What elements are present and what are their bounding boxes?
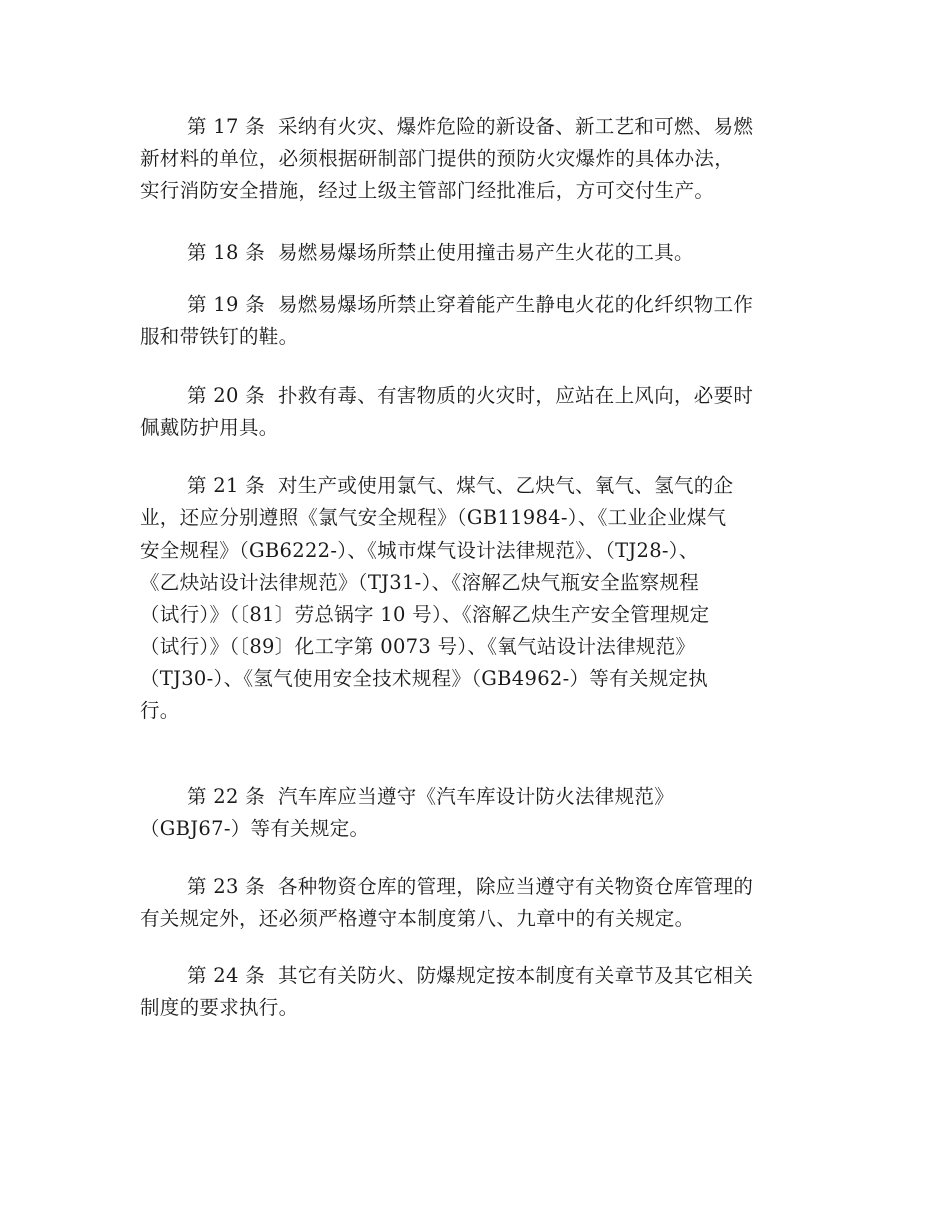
article-text-line: 有关规定外，还必须严格遵守本制度第八、九章中的有关规定。 (140, 907, 695, 930)
article-text-line: 新材料的单位，必须根据研制部门提供的预防火灾爆炸的具体办法， (140, 147, 735, 170)
article-text-line: 第 18 条 易燃易爆场所禁止使用撞击易产生火花的工具。 (187, 241, 694, 264)
article-text-line: 第 23 条 各种物资仓库的管理，除应当遵守有关物资仓库管理的 (187, 875, 754, 898)
article-text-line: （TJ30-）、《氢气使用安全技术规程》（GB4962-）等有关规定执 (140, 667, 709, 690)
article-text-line: 制度的要求执行。 (140, 996, 299, 1019)
article-text-line: 《乙炔站设计法律规范》（TJ31-）、《溶解乙炔气瓶安全监察规程 (140, 571, 700, 594)
article-text-line: 第 20 条 扑救有毒、有害物质的火灾时，应站在上风向，必要时 (187, 384, 754, 407)
article-text-line: （GBJ67-）等有关规定。 (140, 817, 370, 840)
article-text-line: 安全规程》（GB6222-）、《城市煤气设计法律规范》、（TJ28-）、 (140, 539, 699, 562)
article-text-line: 第 17 条 采纳有火灾、爆炸危险的新设备、新工艺和可燃、易燃 (187, 115, 754, 138)
article-text-line: 第 19 条 易燃易爆场所禁止穿着能产生静电火花的化纤织物工作 (187, 293, 754, 316)
article-text-line: （试行）》（〔81〕劳总锅字 10 号）、《溶解乙炔生产安全管理规定 (140, 603, 710, 626)
article-text-line: 第 22 条 汽车库应当遵守《汽车库设计防火法律规范》 (187, 785, 675, 808)
article-text-line: 服和带铁钉的鞋。 (140, 325, 299, 348)
article-text-line: 第 21 条 对生产或使用氯气、煤气、乙炔气、氧气、氢气的企 (187, 474, 734, 497)
article-text-line: （试行）》（〔89〕化工字第 0073 号）、《氧气站设计法律规范》 (140, 635, 696, 658)
article-text-line: 第 24 条 其它有关防火、防爆规定按本制度有关章节及其它相关 (187, 964, 754, 987)
article-text-line: 佩戴防护用具。 (140, 416, 279, 439)
article-text-line: 业，还应分别遵照《氯气安全规程》（GB11984-）、《工业企业煤气 (140, 506, 727, 529)
article-text-line: 行。 (140, 699, 180, 722)
article-text-line: 实行消防安全措施，经过上级主管部门经批准后，方可交付生产。 (140, 179, 715, 202)
